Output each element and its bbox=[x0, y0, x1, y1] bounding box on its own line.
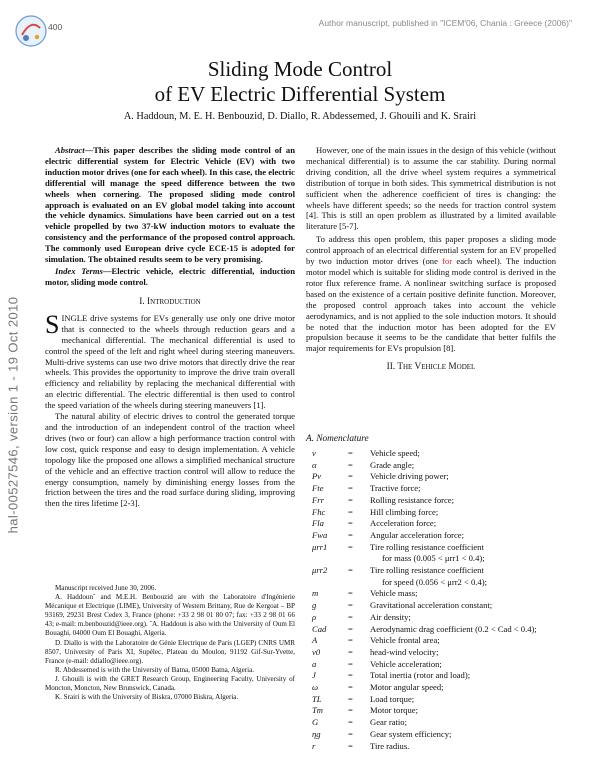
footnote: R. Abdessemed is with the University of Batna, 05000 Batna, Algeria. bbox=[55, 665, 254, 674]
nomenclature-symbol: Fte bbox=[312, 483, 324, 494]
nomenclature-row bbox=[306, 600, 537, 612]
nomenclature-symbol: ηg bbox=[312, 728, 321, 739]
nomenclature-description: Vehicle acceleration; bbox=[370, 658, 442, 669]
nomenclature-description: Tractive force; bbox=[370, 483, 421, 494]
nomenclature-equals: = bbox=[348, 565, 353, 576]
nomenclature-equals: = bbox=[348, 623, 353, 634]
nomenclature-row bbox=[306, 518, 537, 530]
nomenclature-equals: = bbox=[348, 588, 353, 599]
abstract-text: —This paper describes the sliding mode control of an electric differential system for Electric Vehicle (EV) with two induction motor drives (one for each wheel). In this case, the electric differential will manage the speed difference between the two wheels when cornering. The proposed sliding mode control approach is evaluated on an EV global model taking into account the vehicle dynamics. Simulations have been carried out on a test vehicle propelled by two 37-kW induction motors to evaluate the consistency and the performance of the proposed control approach. The commonly used European drive cycle ECE-15 is adopted for simulation. The obtained results seem to be very promising. bbox=[45, 145, 295, 265]
paper-title-line1: Sliding Mode Control bbox=[207, 57, 393, 81]
nomenclature-description: Vehicle frontal area; bbox=[370, 635, 440, 646]
nomenclature-equals: = bbox=[348, 518, 353, 529]
nomenclature-equals bbox=[348, 577, 370, 589]
right-paragraph-2b: each wheel). The induction motor model which is suitable for sliding mode control is derived in the rotor flux reference frame. A nonlinear switching surface is proposed based on the existence of a certain positive definite function. Moreover, the proposed control approach takes into account the vehicle aerodynamics, and is not applied to the sole induction motors. It should be noted that the induction motor has been adopted for the EV propulsion because it seems to be the candidate that better fulfils the major requirements for EVs propulsion [8]. bbox=[306, 256, 557, 354]
nomenclature-symbol: A bbox=[312, 635, 318, 646]
nomenclature-symbol: Tm bbox=[312, 705, 323, 716]
nomenclature-row bbox=[306, 612, 537, 624]
nomenclature-row bbox=[306, 670, 537, 682]
nomenclature-equals: = bbox=[348, 693, 353, 704]
nomenclature-equals: = bbox=[348, 635, 353, 646]
index-terms-text: —Electric vehicle, electric differential, induction motor, sliding mode control. bbox=[45, 266, 295, 287]
nomenclature-row bbox=[306, 495, 537, 507]
nomenclature-equals: = bbox=[348, 740, 353, 751]
nomenclature-row bbox=[306, 694, 537, 706]
nomenclature-row bbox=[306, 565, 537, 577]
nomenclature-description: Acceleration force; bbox=[370, 518, 437, 529]
footnote: J. Ghouili is with the GRET Research Group, Engineering Faculty, University of Moncton, Moncton, New Brunswick, Canada. bbox=[45, 674, 295, 693]
hal-identifier: hal-00527546, version 1 - 19 Oct 2010 bbox=[5, 296, 21, 534]
footnote: Manuscript received June 30, 2006. bbox=[55, 584, 157, 592]
nomenclature-symbol: Cad bbox=[312, 623, 327, 634]
nomenclature-description: Tire radius. bbox=[370, 740, 410, 751]
nomenclature-symbol bbox=[306, 577, 348, 589]
nomenclature-row bbox=[306, 682, 537, 694]
right-paragraph-2a: To address this open problem, this paper proposes a sliding mode control approach of an electrical differential system for an EV propelled by two induction motor drives (one bbox=[306, 234, 556, 267]
nomenclature-row bbox=[306, 577, 537, 589]
subsection-nomenclature: A. Nomenclature bbox=[306, 434, 369, 444]
nomenclature-symbol: v0 bbox=[312, 646, 321, 657]
footnote: D. Diallo is with the Laboratoire de Génie Electrique de Paris (LGEP) CNRS UMR 8507, University of Paris XI, Supélec, Plateau du Moulon, 91192 Gif-Sur-Yvette, France (e-mail: ddiallo@ieee.org). bbox=[45, 638, 295, 665]
section-heading-vehicle-model: II. The Vehicle Model bbox=[386, 362, 476, 373]
nomenclature-description: head-wind velocity; bbox=[370, 646, 439, 657]
nomenclature-description: Aerodynamic drag coefficient (0.2 < Cad < 0.4); bbox=[370, 623, 537, 634]
nomenclature-row bbox=[306, 460, 537, 472]
nomenclature-equals: = bbox=[348, 728, 353, 739]
nomenclature-symbol: Fla bbox=[312, 518, 324, 529]
nomenclature-symbol bbox=[306, 553, 348, 565]
nomenclature-symbol: J bbox=[312, 670, 316, 681]
nomenclature-description: Total inertia (rotor and load); bbox=[370, 670, 471, 681]
nomenclature-description: Tire rolling resistance coefficient bbox=[370, 565, 484, 576]
nomenclature-description: Load torque; bbox=[370, 693, 415, 704]
nomenclature-description: for speed (0.056 < μrr2 < 0.4); bbox=[382, 576, 487, 587]
manuscript-note: Author manuscript, published in "ICEM'06, Chania : Greece (2006)" bbox=[318, 18, 572, 28]
nomenclature-description: Vehicle driving power; bbox=[370, 471, 449, 482]
nomenclature-equals: = bbox=[348, 529, 353, 540]
nomenclature-symbol: Fhc bbox=[312, 506, 326, 517]
nomenclature-row bbox=[306, 530, 537, 542]
nomenclature-row bbox=[306, 507, 537, 519]
nomenclature-symbol: a bbox=[312, 658, 317, 669]
nomenclature-row bbox=[306, 624, 537, 636]
section-heading-introduction: I. Introduction bbox=[139, 297, 201, 307]
nomenclature-equals: = bbox=[348, 471, 353, 482]
nomenclature-row bbox=[306, 647, 537, 659]
nomenclature-row bbox=[306, 705, 537, 717]
nomenclature-description: Air density; bbox=[370, 611, 411, 622]
nomenclature-symbol: α bbox=[312, 459, 317, 470]
nomenclature-description: Tire rolling resistance coefficient bbox=[370, 541, 484, 552]
abstract bbox=[45, 145, 295, 265]
nomenclature-symbol: g bbox=[312, 600, 317, 611]
footnote: A. Haddounˆ and M.E.H. Benbouzid are with the Laboratoire d'Ingénierie Mécanique et Electrique (LIME), University of Western Brittany, Rue de Kergoat – BP 93169, 29231 Brest Cedex 3, France (phone: +33 2 98 01 80 07; fax: +33 2 98 01 66 43; e-mail: m.benbouzid@ieee.org). ˆA. Haddoun is also with the University of Oum El Bouaghi, 04000 Oum El Bouaghi, Algeria. bbox=[45, 593, 295, 638]
nomenclature-list bbox=[306, 448, 556, 752]
nomenclature-symbol: v bbox=[312, 448, 316, 458]
nomenclature-row bbox=[306, 635, 537, 647]
nomenclature-row bbox=[306, 553, 537, 565]
nomenclature-symbol: ω bbox=[312, 682, 319, 693]
nomenclature-equals bbox=[348, 553, 370, 565]
nomenclature-symbol: μrr1 bbox=[312, 541, 328, 552]
nomenclature-row bbox=[306, 483, 537, 495]
footnotes bbox=[45, 584, 295, 702]
nomenclature-equals: = bbox=[348, 483, 353, 494]
nomenclature-description: Gear system efficiency; bbox=[370, 728, 452, 739]
page-number: 400 bbox=[48, 22, 63, 32]
nomenclature-row bbox=[306, 588, 537, 600]
conference-logo-icon bbox=[14, 14, 48, 48]
nomenclature-description: Gear ratio; bbox=[370, 717, 407, 728]
nomenclature-row bbox=[306, 471, 537, 483]
introduction-section bbox=[45, 297, 295, 509]
dropcap-letter: S bbox=[45, 309, 60, 339]
nomenclature-description: Angular acceleration force; bbox=[370, 529, 464, 540]
index-terms bbox=[45, 266, 295, 288]
footnote: K. Srairi is with the University of Biskra, 07000 Biskra, Algeria. bbox=[55, 693, 239, 702]
abstract-label: Abstract bbox=[55, 145, 85, 155]
nomenclature-equals: = bbox=[348, 600, 353, 611]
nomenclature-equals: = bbox=[348, 658, 353, 669]
index-terms-label: Index Terms bbox=[55, 266, 103, 276]
right-paragraph-1: However, one of the main issues in the design of this vehicle (without mechanical differential) is to assume the car stability. During normal driving condition, all the drive wheel system requires a symmetrical distribution of torque in both sides. This symmetrical distribution is not sufficient when the adherence coefficient of tires is changing: the wheels have different speeds; so the needs for traction control system [4]. This is still an open problem as illustrated by a limited available literature [5-7]. bbox=[306, 145, 556, 232]
nomenclature-symbol: Frr bbox=[312, 494, 324, 505]
nomenclature-equals: = bbox=[348, 541, 353, 552]
nomenclature-equals: = bbox=[348, 646, 353, 657]
nomenclature-symbol: G bbox=[312, 717, 319, 728]
nomenclature-description: Vehicle mass; bbox=[370, 588, 418, 599]
nomenclature-description: Hill climbing force; bbox=[370, 506, 439, 517]
author-list: A. Haddoun, M. E. H. Benbouzid, D. Diallo, R. Abdessemed, J. Ghouili and K. Srairi bbox=[123, 111, 477, 122]
nomenclature-row bbox=[306, 741, 537, 753]
nomenclature-symbol: TL bbox=[312, 693, 322, 704]
nomenclature-row bbox=[306, 729, 537, 741]
nomenclature-description: Vehicle speed; bbox=[370, 448, 420, 458]
nomenclature-description: Motor angular speed; bbox=[370, 682, 444, 693]
highlighted-word: for bbox=[442, 256, 453, 267]
nomenclature-equals: = bbox=[348, 506, 353, 517]
nomenclature-row bbox=[306, 448, 537, 460]
nomenclature-equals: = bbox=[348, 459, 353, 470]
intro-continued bbox=[306, 145, 556, 373]
nomenclature-equals: = bbox=[348, 448, 353, 458]
nomenclature-symbol: Pv bbox=[312, 471, 322, 482]
nomenclature-symbol: m bbox=[312, 588, 319, 599]
nomenclature-symbol: ρ bbox=[312, 611, 317, 622]
paper-title-line2: of EV Electric Differential System bbox=[154, 82, 446, 106]
intro-paragraph-2: The natural ability of electric drives to control the generated torque and the introduction of an independent control of the traction wheel drives (two or four) can allow a high performance traction control with low cost, quick response and easy to design implementation. A vehicle topology like the proposed one allows a simplified mechanical structure of the vehicle and an effective traction control will allow to reduce the energy consumption, namely by diminishing energy losses from the friction between the tires and the road surface during sliding, improving then the tires lifetime [2-3]. bbox=[45, 411, 295, 509]
nomenclature-symbol: Fwa bbox=[312, 529, 328, 540]
nomenclature-equals: = bbox=[348, 705, 353, 716]
nomenclature-equals: = bbox=[348, 682, 353, 693]
nomenclature-equals: = bbox=[348, 717, 353, 728]
nomenclature-row bbox=[306, 542, 537, 554]
nomenclature-equals: = bbox=[348, 611, 353, 622]
nomenclature-description: Gravitational acceleration constant; bbox=[370, 600, 493, 611]
nomenclature-row bbox=[306, 717, 537, 729]
nomenclature-row bbox=[306, 659, 537, 671]
nomenclature-symbol: μrr2 bbox=[312, 565, 328, 576]
nomenclature-description: Rolling resistance force; bbox=[370, 494, 454, 505]
hal-sidebar bbox=[4, 250, 22, 580]
nomenclature-equals: = bbox=[348, 494, 353, 505]
nomenclature-symbol: r bbox=[312, 740, 316, 751]
nomenclature-equals: = bbox=[348, 670, 353, 681]
intro-paragraph-1: INGLE drive systems for EVs generally use only one drive motor that is connected to the wheels through reduction gears and a mechanical differential. The mechanical differential is used to control the speed of the left and right wheel during steering maneuvers. Multi-drive systems can use two drive motors that directly drive the rear wheels. This provides the opportunity to improve the drive train overall efficiency and reliability by replacing the mechanical differential with an electric differential. The electric differential is then used to control the speed variation of the wheels during steering maneuvers [1]. bbox=[45, 312, 295, 411]
nomenclature-description: Grade angle; bbox=[370, 459, 415, 470]
nomenclature-description: for mass (0.005 < μrr1 < 0.4); bbox=[382, 553, 485, 564]
nomenclature-description: Motor torque; bbox=[370, 705, 418, 716]
